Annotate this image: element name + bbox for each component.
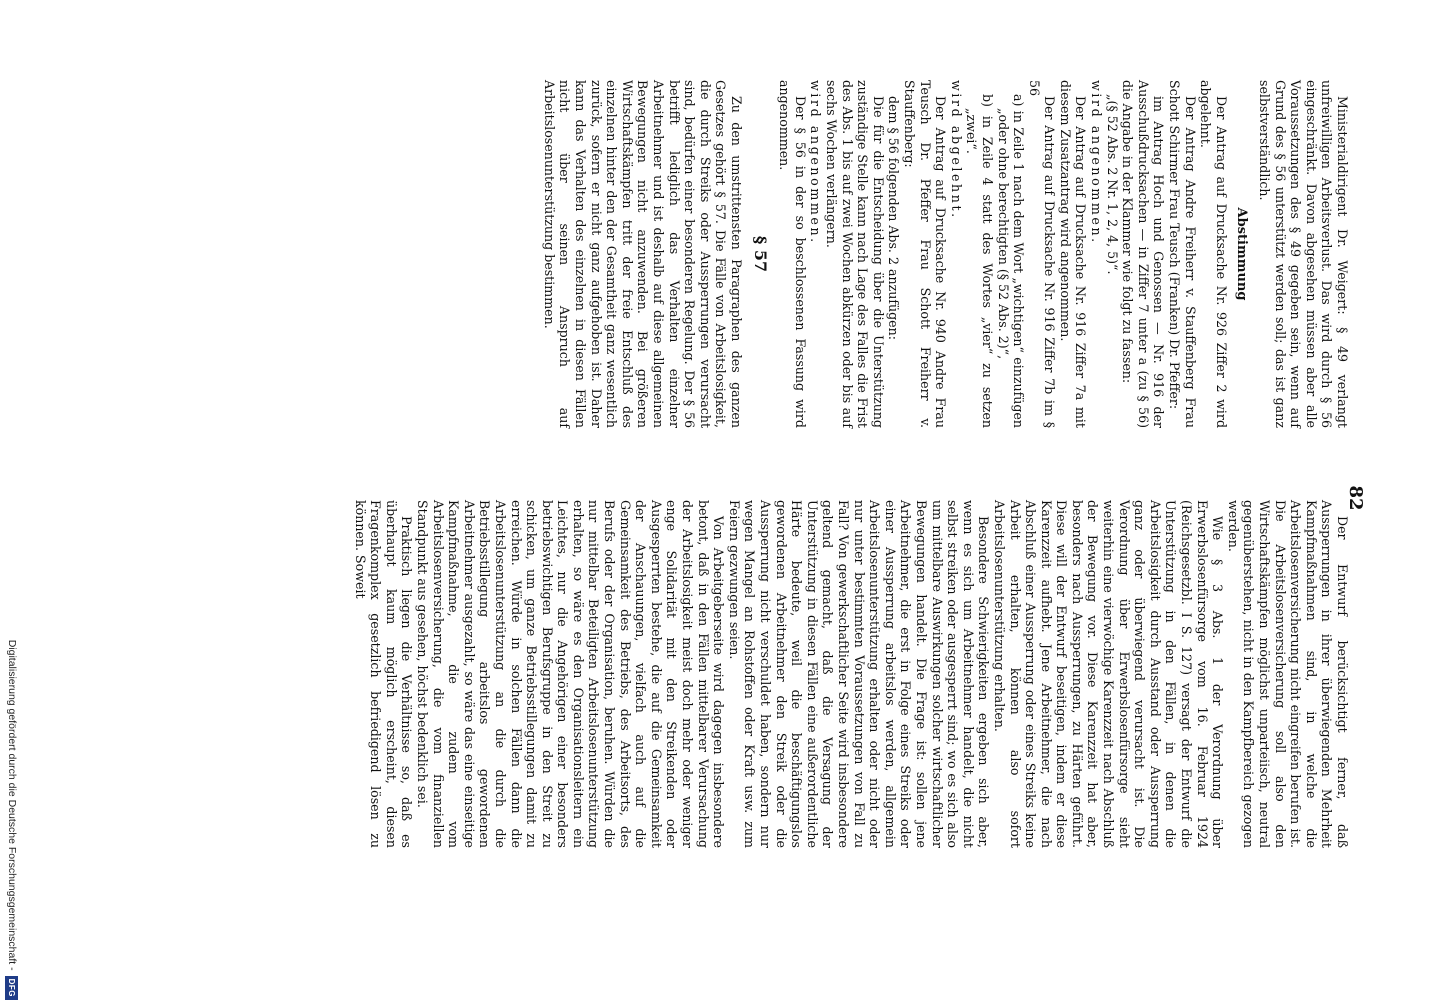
paragraph: Die für die Entscheidung über die Unterstützung zuständige Stelle kann nach Lage des Falles die Frist des Abs. 1 bis auf zwei Wochen abkürzen oder bis auf sechs Wochen verlängern.: [824, 80, 886, 428]
paragraph: Ministerialdirigent Dr. Weigert: § 49 verlangt unfreiwilligen Arbeitsverlust. Das wird durch § 56 eingeschränkt. Davon abgesehen müssen aber alle Voraussetzungen des § 49 gegeben sein, wenn auf Grund des § 56 unterstützt werden soll; das ist ganz selbstverständlich.: [1257, 80, 1350, 428]
paragraph: Von Arbeitgeberseite wird dagegen insbesondere betont, daß in den Fällen mittelbarer Verursachung der Arbeitslosigkeit meist doch mehr oder weniger enge Solidarität mit den Streikenden oder Ausgesperrten bestehe, die auf die Gemeinsamkeit der Anschauungen, vielfach auch auf die Gemeinsamkeit des Betriebs, des Arbeitsorts, des Berufs oder der Organisation, beruhen. Würden die nur mittelbar Beteiligten Arbeitslosenunterstützung erhalten, so wäre es den Organisationsleitern ein Leichtes, nur die Angehörigen einer besonders betriebswichtigen Berufsgruppe in den Streit zu schicken, um ganze Betriebsstillegungen damit zu erreichen. Würde in solchen Fällen dann die Arbeitslosenunterstützung an die durch die Betriebsstillegung arbeitslos gewordenen Arbeitnehmer ausgezahlt, so wäre das eine einseitige Kampfmaßnahme, die zudem vom Arbeitslosenversicherung, die vom finanziellen Standpunkt aus gesehen, höchst bedenklich sei.: [414, 500, 727, 848]
left-column: [541, 80, 1350, 428]
paragraph: wird angenommen.: [808, 80, 824, 245]
right-column: [352, 500, 1350, 848]
paragraph: Praktisch liegen die Verhältnisse so, daß es überhaupt kaum möglich erscheint, diesen Fragenkomplex gesetzlich befriedigend lösen zu können. Soweit: [352, 500, 415, 848]
paragraph: wird abgelehnt.: [948, 80, 964, 220]
dfg-logo: DFG: [6, 976, 19, 1000]
paragraph: Der Entwurf berücksichtigt ferner, daß Aussperrungen in ihrer überwiegenden Mehrheit Kampfmaßnahmen sind, in welche die Arbeitslosenversicherung nicht eingreifen berufen ist. Die Arbeitslosenversicherung soll also den Wirtschaftskämpfen möglichst unparteiisch, neutral gegenüberstehen, nicht in den Kampfbereich gezogen werden.: [1225, 500, 1350, 848]
paragraph: Wie § 3 Abs. 1 der Verordnung über Erwerbslosenfürsorge vom 16. Februar 1924 (Reichsgesetzbl. I S. 127) versagt der Entwurf die Unterstützung in den Fällen, in denen die Arbeitslosigkeit durch Ausstand oder Aussperrung ganz oder überwiegend verursacht ist. Die Verordnung über Erwerbslosenfürsorge sieht weiterhin eine vierwöchige Karenzzeit nach Abschluß der Bewegung vor. Diese Karenzzeit hat aber, besonders nach Aussperrungen, zu Härten geführt. Diese will der Entwurf beseitigen, indem er diese Karenzzeit aufhebt. Jene Arbeitnehmer, die nach Abschluß einer Aussperrung oder eines Streiks keine Arbeit erhalten, können also sofort Arbeitslosenunterstützung erhalten.: [991, 500, 1226, 848]
footer: [0, 0, 24, 1000]
list-item: a) in Zeile 1 nach dem Wort „wichtigen“ einzufügen „oder ohne berechtigten (§ 52 Abs. 2)“,: [995, 94, 1027, 428]
paragraph: Der Antrag auf Drucksache Nr. 940 Andre Frau Teusch Dr. Pfeffer Frau Schott Freiherr v. Stauffenberg:: [901, 80, 949, 428]
section-heading: § 57: [750, 235, 770, 273]
paragraph: im Antrag Hoch und Genossen — Nr. 916 der Ausschußdrucksachen — in Ziffer 7 unter a (zu § 56) die Angabe in der Klammer wie folgt zu fassen:: [1120, 80, 1167, 428]
abstimmung-heading: Abstimmung: [1234, 207, 1250, 301]
paragraph: Zu den umstrittensten Paragraphen des ganzen Gesetzes gehört § 57. Die Fälle von Arbeitslosigkeit, die durch Streiks oder Aussperrungen verursacht sind, bedürfen einer besonderen Regelung. Der § 56 betrifft lediglich das Verhalten einzelner Arbeitnehmer und ist deshalb auf diese allgemeinen Bewegungen nicht anzuwenden. Bei größeren Wirtschaftskämpfen tritt der freie Entschluß des einzelnen hinter den der Gesamtheit ganz wesentlich zurück, sofern er nicht ganz aufgehoben ist. Daher kann das Verhalten des einzelnen in diesen Fällen nicht über seinen Anspruch auf Arbeitslosenunterstützung bestimmen.: [541, 80, 745, 428]
paragraph: wird angenommen.: [1089, 80, 1105, 245]
paragraph: Der Antrag Andre Freiherr v. Stauffenberg Frau Schott Schirmer Frau Teusch (Franken) Dr. Pfeffer:: [1167, 80, 1198, 428]
list-item: b) in Zeile 4 statt des Wortes „vier“ zu setzen „zwei“.: [964, 94, 995, 428]
paragraph: Der Antrag auf Drucksache Nr. 926 Ziffer 2 wird abgelehnt.: [1198, 80, 1229, 428]
paragraph: Besondere Schwierigkeiten ergeben sich aber, wenn es sich um Arbeitnehmer handelt, die nicht selbst streiken oder ausgesperrt sind; wo es sich also um mittelbare Auswirkungen solcher wirtschaftlicher Bewegungen handelt. Die Frage ist: sollen jene Arbeitnehmer, die erst in Folge eines Streiks oder einer Aussperrung arbeitslos werden, allgemein Arbeitslosenunterstützung erhalten oder nicht oder nur unter bestimmten Voraussetzungen von Fall zu Fall? Von gewerkschaftlicher Seite wird insbesondere geltend gemacht, daß die Versagung der Unterstützung in diesen Fällen eine außerordentliche Härte bedeute, weil die beschäftigungslos gewordenen Arbeitnehmer den Streik oder die Aussperrung nicht verschuldet haben, sondern nur wegen Mangel an Rohstoffen oder Kraft usw. zum Feiern gezwungen seien.: [726, 500, 992, 848]
paragraph: Der Antrag auf Drucksache Nr. 916 Ziffer 7b im § 56: [1026, 80, 1058, 428]
page-number: 82: [1345, 485, 1366, 511]
quote: „(§ 52 Abs. 2 Nr. 1, 2, 4, 5)“.: [1104, 94, 1120, 275]
paragraph: Der Antrag auf Drucksache Nr. 916 Ziffer 7a mit diesem Zusatzantrag wird angenommen.: [1057, 80, 1089, 428]
paragraph: dem § 56 folgenden Abs. 2 anzufügen:: [886, 96, 902, 340]
paragraph: Der § 56 in der so beschlossenen Fassung wird angenommen.: [777, 80, 808, 428]
footer-text: Digitalisierung gefördert durch die Deutsche Forschungsgemeinschaft -: [6, 639, 18, 971]
